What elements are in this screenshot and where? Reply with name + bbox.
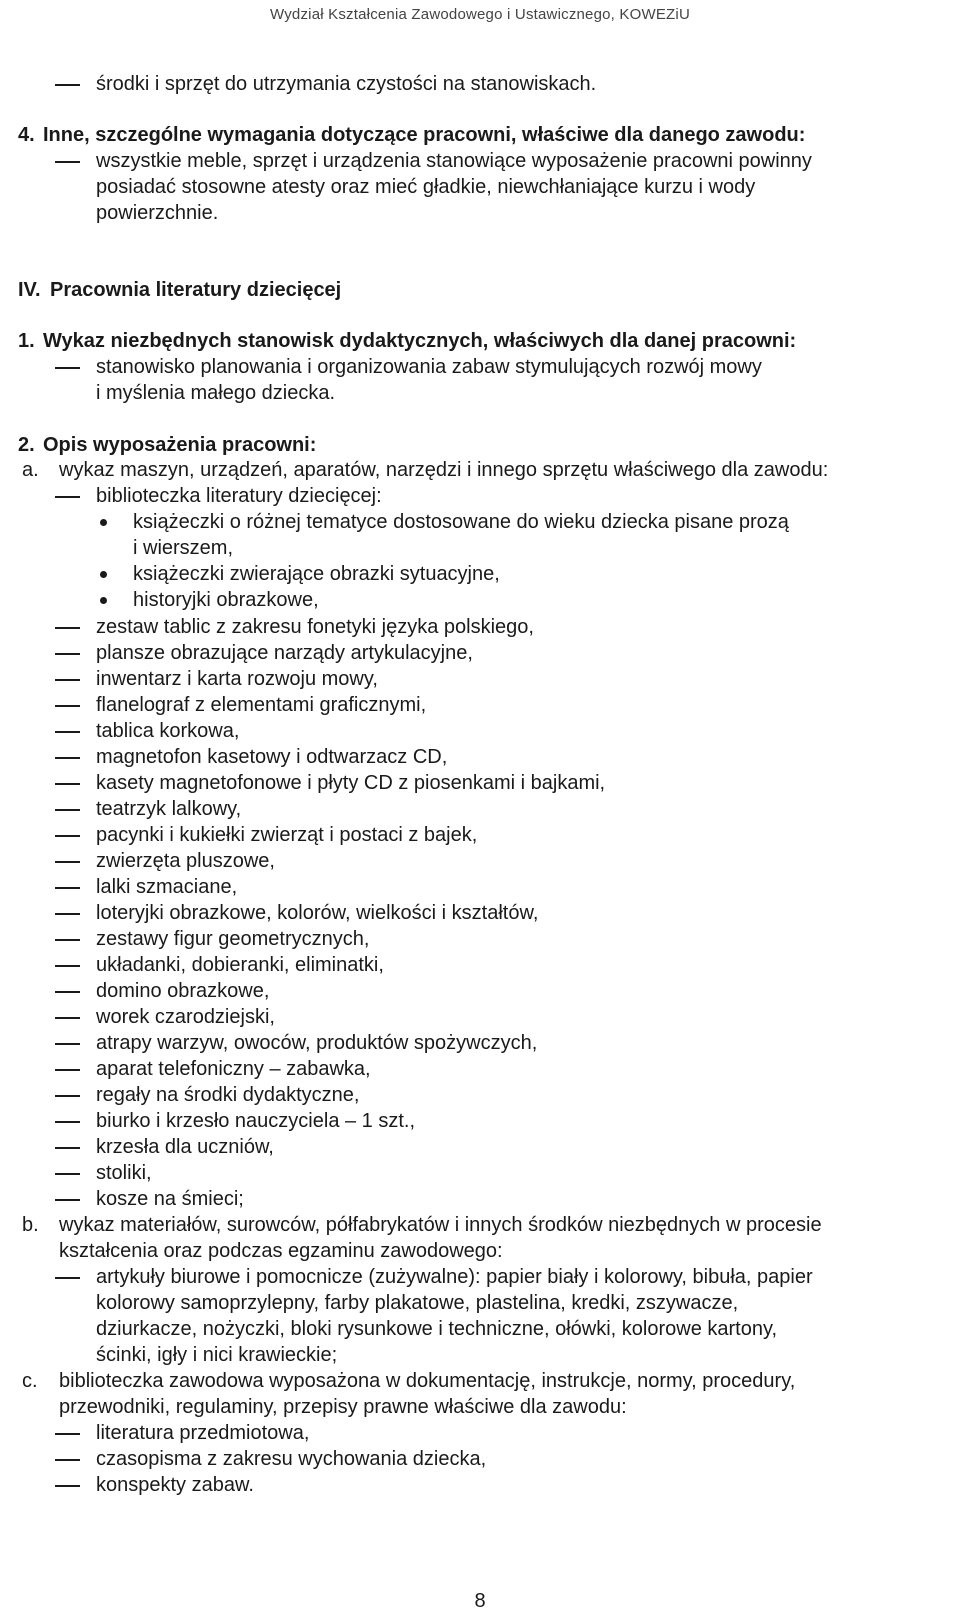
- list-item: domino obrazkowe,: [96, 980, 270, 1002]
- list-item: kosze na śmieci;: [96, 1188, 244, 1210]
- dash-marker: [55, 84, 80, 86]
- list-item: flanelograf z elementami graficznymi,: [96, 694, 427, 716]
- list-item: układanki, dobieranki, eliminatki,: [96, 954, 384, 976]
- dash-marker: [55, 939, 80, 941]
- list-item: biblioteczka literatury dziecięcej:: [96, 485, 382, 507]
- subpoint-letter: a.: [22, 459, 39, 481]
- list-item: zwierzęta pluszowe,: [96, 850, 275, 872]
- dash-marker: [55, 161, 80, 163]
- page-header: Wydział Kształcenia Zawodowego i Ustawicznego, KOWEZiU: [270, 6, 690, 23]
- subpoint-letter: c.: [22, 1370, 38, 1392]
- subpoint-letter: b.: [22, 1214, 39, 1236]
- list-item: konspekty zabaw.: [96, 1474, 254, 1496]
- dash-marker: [55, 496, 80, 498]
- dash-marker: [55, 1199, 80, 1201]
- dash-marker: [55, 809, 80, 811]
- bullet-marker: [100, 571, 107, 578]
- dash-marker: [55, 1485, 80, 1487]
- list-item-line: dziurkacze, nożyczki, bloki rysunkowe i techniczne, ołówki, kolorowe kartony,: [96, 1318, 778, 1340]
- bullet-marker: [100, 597, 107, 604]
- bullet-item-line: książeczki zwierające obrazki sytuacyjne,: [133, 563, 500, 585]
- dash-marker: [55, 731, 80, 733]
- dash-marker: [55, 1173, 80, 1175]
- dash-marker: [55, 1095, 80, 1097]
- section-number: 4.: [18, 124, 35, 146]
- list-item: loteryjki obrazkowe, kolorów, wielkości i kształtów,: [96, 902, 539, 924]
- list-item-line: kolorowy samoprzylepny, farby plakatowe, plastelina, kredki, zszywacze,: [96, 1292, 739, 1314]
- subpoint-heading-line: kształcenia oraz podczas egzaminu zawodowego:: [59, 1240, 503, 1262]
- dash-marker: [55, 627, 80, 629]
- list-item: czasopisma z zakresu wychowania dziecka,: [96, 1448, 487, 1470]
- list-item: literatura przedmiotowa,: [96, 1422, 310, 1444]
- dash-marker: [55, 653, 80, 655]
- bullet-marker: [100, 519, 107, 526]
- list-item: plansze obrazujące narządy artykulacyjne,: [96, 642, 473, 664]
- dash-marker: [55, 965, 80, 967]
- section-heading: Inne, szczególne wymagania dotyczące pracowni, właściwe dla danego zawodu:: [43, 124, 806, 146]
- dash-marker: [55, 835, 80, 837]
- subpoint-heading-line: przewodniki, regulaminy, przepisy prawne właściwe dla zawodu:: [59, 1396, 627, 1418]
- dash-marker: [55, 1433, 80, 1435]
- dash-marker: [55, 1069, 80, 1071]
- list-item: regały na środki dydaktyczne,: [96, 1084, 360, 1106]
- subpoint-heading-line: biblioteczka zawodowa wyposażona w dokumentację, instrukcje, normy, procedury,: [59, 1370, 796, 1392]
- list-item-line: posiadać stosowne atesty oraz mieć gładkie, niewchłaniające kurzu i wody: [96, 176, 756, 198]
- chapter-title: Pracownia literatury dziecięcej: [50, 279, 342, 301]
- subpoint-heading: wykaz maszyn, urządzeń, aparatów, narzędzi i innego sprzętu właściwego dla zawodu:: [59, 459, 829, 481]
- chapter-number: IV.: [18, 279, 41, 301]
- list-item: kasety magnetofonowe i płyty CD z piosenkami i bajkami,: [96, 772, 606, 794]
- dash-marker: [55, 679, 80, 681]
- dash-marker: [55, 1121, 80, 1123]
- point-heading: Wykaz niezbędnych stanowisk dydaktycznych, właściwych dla danej pracowni:: [43, 330, 797, 352]
- list-item: stoliki,: [96, 1162, 152, 1184]
- bullet-item-line: i wierszem,: [133, 537, 234, 559]
- dash-marker: [55, 367, 80, 369]
- dash-marker: [55, 757, 80, 759]
- list-item-line: powierzchnie.: [96, 202, 219, 224]
- page-number: 8: [474, 1590, 486, 1612]
- list-item-line: wszystkie meble, sprzęt i urządzenia stanowiące wyposażenie pracowni powinny: [96, 150, 812, 172]
- dash-marker: [55, 1459, 80, 1461]
- dash-marker: [55, 1277, 80, 1279]
- bullet-item-line: książeczki o różnej tematyce dostosowane do wieku dziecka pisane prozą: [133, 511, 789, 533]
- dash-marker: [55, 991, 80, 993]
- point-number: 1.: [18, 330, 35, 352]
- list-item: atrapy warzyw, owoców, produktów spożywczych,: [96, 1032, 538, 1054]
- list-item: aparat telefoniczny – zabawka,: [96, 1058, 371, 1080]
- dash-marker: [55, 705, 80, 707]
- list-item: biurko i krzesło nauczyciela – 1 szt.,: [96, 1110, 416, 1132]
- dash-marker: [55, 1043, 80, 1045]
- list-item-line: i myślenia małego dziecka.: [96, 382, 335, 404]
- list-item: lalki szmaciane,: [96, 876, 238, 898]
- list-item: tablica korkowa,: [96, 720, 240, 742]
- list-item-line: artykuły biurowe i pomocnicze (zużywalne): papier biały i kolorowy, bibuła, papier: [96, 1266, 813, 1288]
- dash-marker: [55, 887, 80, 889]
- list-item: magnetofon kasetowy i odtwarzacz CD,: [96, 746, 448, 768]
- list-item: zestawy figur geometrycznych,: [96, 928, 370, 950]
- list-item: inwentarz i karta rozwoju mowy,: [96, 668, 378, 690]
- bullet-item-line: historyjki obrazkowe,: [133, 589, 319, 611]
- list-item: środki i sprzęt do utrzymania czystości na stanowiskach.: [96, 73, 597, 95]
- list-item: zestaw tablic z zakresu fonetyki języka polskiego,: [96, 616, 534, 638]
- point-heading: Opis wyposażenia pracowni:: [43, 434, 317, 456]
- list-item-line: ścinki, igły i nici krawieckie;: [96, 1344, 338, 1366]
- point-number: 2.: [18, 434, 35, 456]
- dash-marker: [55, 913, 80, 915]
- dash-marker: [55, 1147, 80, 1149]
- list-item: teatrzyk lalkowy,: [96, 798, 242, 820]
- list-item: worek czarodziejski,: [96, 1006, 275, 1028]
- list-item-line: stanowisko planowania i organizowania zabaw stymulujących rozwój mowy: [96, 356, 762, 378]
- dash-marker: [55, 1017, 80, 1019]
- list-item: pacynki i kukiełki zwierząt i postaci z bajek,: [96, 824, 478, 846]
- dash-marker: [55, 783, 80, 785]
- list-item: krzesła dla uczniów,: [96, 1136, 274, 1158]
- subpoint-heading-line: wykaz materiałów, surowców, półfabrykatów i innych środków niezbędnych w procesie: [59, 1214, 822, 1236]
- dash-marker: [55, 861, 80, 863]
